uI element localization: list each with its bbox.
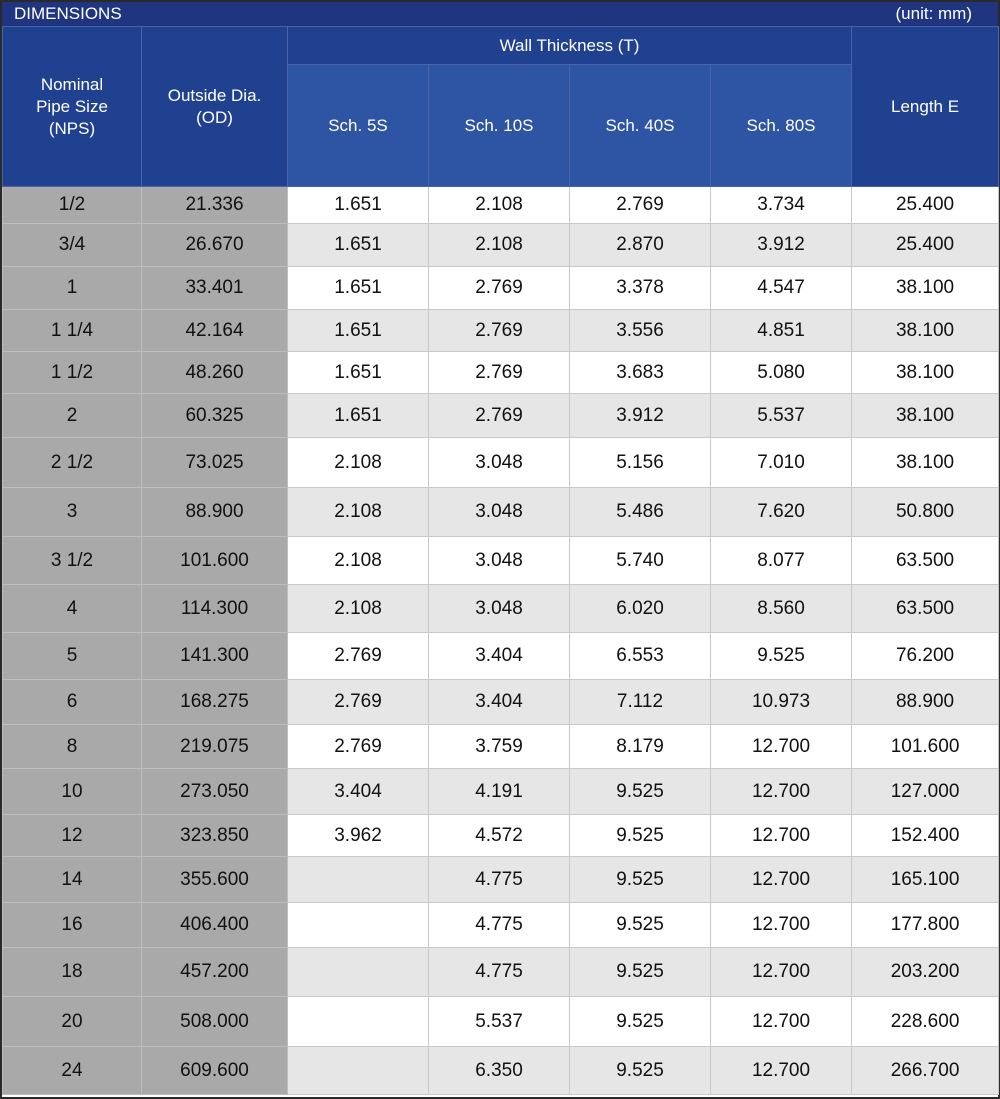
header-od-line-1: Outside Dia. [167,85,262,105]
table-row [3,585,999,633]
cell-sch-40s: 9.525 [570,1047,711,1095]
table-row [3,815,999,857]
table-body [3,187,999,1095]
cell-sch-80s: 9.525 [711,633,852,680]
cell-sch-10s: 4.191 [429,769,570,815]
table-row [3,633,999,680]
cell-sch-80s: 12.700 [711,769,852,815]
cell-sch-40s: 2.870 [570,224,711,267]
cell-sch-10s: 3.048 [429,488,570,537]
cell-length-e: 63.500 [852,537,999,585]
cell-length-e: 177.800 [852,903,999,948]
cell-od: 88.900 [142,488,288,537]
dimensions-table [2,26,999,1095]
unit-label: (unit: mm) [895,4,972,23]
cell-sch-5s: 1.651 [288,310,429,352]
header-od [142,27,288,187]
cell-od: 609.600 [142,1047,288,1095]
cell-nps: 2 1/2 [3,438,142,488]
header-nps-line-3: (NPS) [48,118,96,138]
cell-od: 508.000 [142,997,288,1047]
cell-sch-5s: 2.108 [288,438,429,488]
cell-sch-80s: 12.700 [711,903,852,948]
cell-length-e: 127.000 [852,769,999,815]
title-bar [2,2,998,27]
cell-sch-40s: 9.525 [570,857,711,903]
cell-sch-10s: 3.759 [429,725,570,769]
cell-sch-40s: 2.769 [570,187,711,224]
cell-od: 48.260 [142,352,288,394]
cell-length-e: 152.400 [852,815,999,857]
cell-length-e: 228.600 [852,997,999,1047]
table-row [3,267,999,310]
cell-sch-40s: 7.112 [570,680,711,725]
table-row [3,725,999,769]
cell-nps: 20 [3,997,142,1047]
table-header [3,27,999,187]
cell-sch-80s: 7.010 [711,438,852,488]
cell-od: 42.164 [142,310,288,352]
cell-sch-10s: 3.048 [429,537,570,585]
cell-sch-10s: 2.769 [429,394,570,438]
cell-sch-40s: 9.525 [570,997,711,1047]
cell-sch-80s: 4.851 [711,310,852,352]
cell-sch-5s: 3.404 [288,769,429,815]
header-wall-thickness: Wall Thickness (T) [288,27,852,65]
cell-length-e: 50.800 [852,488,999,537]
cell-sch-80s: 3.912 [711,224,852,267]
cell-od: 457.200 [142,948,288,997]
table-row [3,438,999,488]
cell-length-e: 165.100 [852,857,999,903]
cell-sch-40s: 9.525 [570,769,711,815]
table-row [3,187,999,224]
cell-sch-5s: 1.651 [288,224,429,267]
cell-nps: 24 [3,1047,142,1095]
cell-sch-40s: 5.486 [570,488,711,537]
cell-od: 168.275 [142,680,288,725]
cell-sch-10s: 3.048 [429,438,570,488]
header-nps-line-2: Pipe Size [36,96,108,116]
table-row [3,1047,999,1095]
cell-sch-5s: 3.962 [288,815,429,857]
table-title: DIMENSIONS [14,4,122,23]
cell-nps: 18 [3,948,142,997]
cell-sch-5s [288,997,429,1047]
cell-od: 21.336 [142,187,288,224]
cell-od: 60.325 [142,394,288,438]
header-nps-line-1: Nominal [40,74,104,94]
cell-sch-40s: 6.553 [570,633,711,680]
cell-sch-5s: 1.651 [288,352,429,394]
cell-nps: 3/4 [3,224,142,267]
table-row [3,488,999,537]
cell-length-e: 38.100 [852,438,999,488]
cell-length-e: 38.100 [852,267,999,310]
header-sch-5s: Sch. 5S [288,65,429,187]
cell-sch-40s: 9.525 [570,903,711,948]
cell-nps: 8 [3,725,142,769]
cell-length-e: 63.500 [852,585,999,633]
table-row [3,948,999,997]
cell-sch-10s: 3.048 [429,585,570,633]
cell-sch-40s: 8.179 [570,725,711,769]
header-sch-80s: Sch. 80S [711,65,852,187]
cell-sch-5s: 2.108 [288,537,429,585]
cell-length-e: 38.100 [852,352,999,394]
table-row [3,903,999,948]
cell-sch-80s: 4.547 [711,267,852,310]
cell-sch-10s: 4.572 [429,815,570,857]
cell-sch-5s: 2.108 [288,585,429,633]
cell-length-e: 38.100 [852,310,999,352]
cell-sch-40s: 3.683 [570,352,711,394]
header-sch-40s: Sch. 40S [570,65,711,187]
cell-od: 219.075 [142,725,288,769]
cell-sch-40s: 9.525 [570,815,711,857]
cell-sch-10s: 4.775 [429,857,570,903]
cell-sch-10s: 5.537 [429,997,570,1047]
cell-sch-40s: 5.156 [570,438,711,488]
cell-sch-80s: 12.700 [711,948,852,997]
cell-sch-10s: 2.769 [429,310,570,352]
cell-sch-80s: 12.700 [711,857,852,903]
cell-length-e: 266.700 [852,1047,999,1095]
cell-od: 33.401 [142,267,288,310]
cell-nps: 3 1/2 [3,537,142,585]
cell-nps: 10 [3,769,142,815]
cell-sch-5s [288,857,429,903]
cell-sch-5s: 1.651 [288,187,429,224]
cell-nps: 1/2 [3,187,142,224]
cell-od: 73.025 [142,438,288,488]
header-nps [3,27,142,187]
cell-sch-5s: 1.651 [288,267,429,310]
cell-nps: 2 [3,394,142,438]
cell-sch-40s: 9.525 [570,948,711,997]
header-sch-10s: Sch. 10S [429,65,570,187]
cell-length-e: 25.400 [852,187,999,224]
cell-sch-80s: 12.700 [711,725,852,769]
cell-sch-80s: 8.560 [711,585,852,633]
table-row [3,997,999,1047]
cell-length-e: 38.100 [852,394,999,438]
cell-od: 273.050 [142,769,288,815]
cell-sch-5s: 2.108 [288,488,429,537]
table-row [3,310,999,352]
cell-sch-80s: 12.700 [711,815,852,857]
table-row [3,352,999,394]
cell-od: 114.300 [142,585,288,633]
cell-sch-40s: 3.378 [570,267,711,310]
cell-sch-80s: 12.700 [711,997,852,1047]
cell-sch-80s: 7.620 [711,488,852,537]
cell-sch-40s: 6.020 [570,585,711,633]
cell-sch-10s: 4.775 [429,948,570,997]
cell-od: 141.300 [142,633,288,680]
cell-length-e: 88.900 [852,680,999,725]
header-row-top [3,27,999,65]
cell-sch-80s: 5.080 [711,352,852,394]
cell-nps: 12 [3,815,142,857]
cell-sch-40s: 5.740 [570,537,711,585]
cell-sch-5s: 1.651 [288,394,429,438]
cell-sch-80s: 5.537 [711,394,852,438]
cell-od: 323.850 [142,815,288,857]
cell-od: 355.600 [142,857,288,903]
cell-nps: 5 [3,633,142,680]
cell-sch-10s: 2.108 [429,187,570,224]
cell-sch-5s: 2.769 [288,725,429,769]
cell-od: 26.670 [142,224,288,267]
cell-length-e: 203.200 [852,948,999,997]
cell-sch-80s: 8.077 [711,537,852,585]
cell-length-e: 76.200 [852,633,999,680]
cell-sch-10s: 2.769 [429,352,570,394]
cell-sch-5s [288,948,429,997]
cell-nps: 3 [3,488,142,537]
header-length-e: Length E [852,27,999,187]
cell-sch-80s: 12.700 [711,1047,852,1095]
cell-nps: 14 [3,857,142,903]
cell-sch-5s [288,1047,429,1095]
cell-sch-5s: 2.769 [288,633,429,680]
table-row [3,857,999,903]
cell-nps: 1 1/2 [3,352,142,394]
table-row [3,224,999,267]
cell-sch-40s: 3.912 [570,394,711,438]
cell-sch-5s [288,903,429,948]
cell-sch-10s: 2.108 [429,224,570,267]
cell-sch-40s: 3.556 [570,310,711,352]
cell-od: 101.600 [142,537,288,585]
cell-sch-10s: 4.775 [429,903,570,948]
cell-nps: 1 1/4 [3,310,142,352]
cell-length-e: 101.600 [852,725,999,769]
cell-sch-10s: 3.404 [429,633,570,680]
cell-nps: 1 [3,267,142,310]
cell-sch-10s: 6.350 [429,1047,570,1095]
table-row [3,537,999,585]
cell-sch-10s: 2.769 [429,267,570,310]
cell-od: 406.400 [142,903,288,948]
cell-sch-80s: 10.973 [711,680,852,725]
cell-sch-5s: 2.769 [288,680,429,725]
table-row [3,769,999,815]
cell-length-e: 25.400 [852,224,999,267]
cell-sch-80s: 3.734 [711,187,852,224]
cell-sch-10s: 3.404 [429,680,570,725]
cell-nps: 6 [3,680,142,725]
header-od-line-2: (OD) [196,107,233,127]
table-row [3,394,999,438]
table-row [3,680,999,725]
cell-nps: 4 [3,585,142,633]
cell-nps: 16 [3,903,142,948]
